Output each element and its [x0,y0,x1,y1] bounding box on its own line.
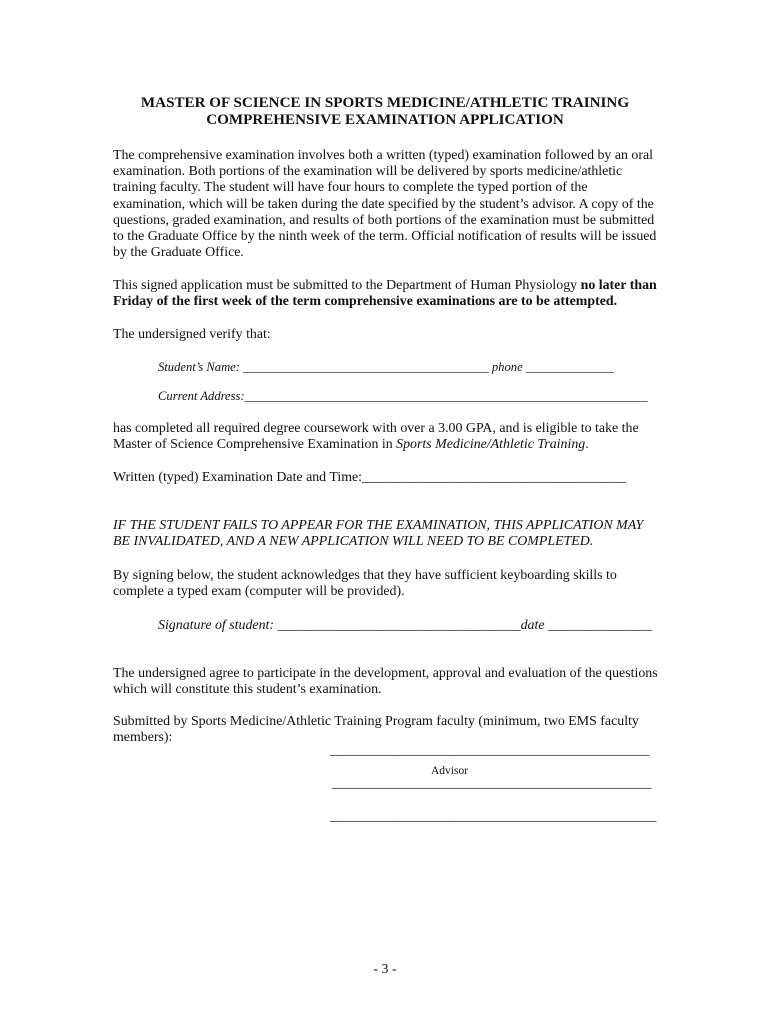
faculty-agreement-paragraph [113,666,658,698]
deadline-emphasis-start: no later than [580,278,657,293]
overview-line-2: examination. Both portions of the examination will be delivered by sports medicine/athletic [113,164,623,180]
eligibility-line-2 [113,437,639,453]
student-name-field[interactable]: _______________________________________ [243,360,489,374]
deadline-line-1 [113,278,657,294]
overview-line-5: questions, graded examination, and results of both portions of the examination must be submitted [113,212,655,228]
faculty-agreement-line-2: which will constitute this student’s examination. [113,682,382,698]
advisor-caption: Advisor [431,765,469,777]
warning-paragraph [113,518,643,550]
submitted-by-paragraph [113,714,639,746]
eligibility-line-1: has completed all required degree coursework with over a 3.00 GPA, and is eligible to take the [113,421,639,436]
address-row [158,388,648,404]
student-name-label: Student’s Name: [158,360,240,374]
overview-line-7: by the Graduate Office. [113,245,244,261]
student-signature-row [158,618,652,634]
deadline-text: This signed application must be submitted to the Department of Human Physiology [113,278,578,293]
verification-intro [113,327,271,343]
overview-line-1: The comprehensive examination involves both a written (typed) examination followed by an oral [113,148,654,163]
student-signature-label: Signature of student: [158,618,275,633]
signature-date-field[interactable]: _______________ [548,618,653,633]
faculty-signature-field-2[interactable]: ______________________________________________ [332,776,652,791]
advisor-signature-field[interactable]: ______________________________________________ [330,743,650,758]
exam-date-row [113,470,626,486]
title-line-2: COMPREHENSIVE EXAMINATION APPLICATION [206,112,564,128]
verification-intro-text: The undersigned verify that: [113,327,271,342]
program-name: Sports Medicine/Athletic Training [396,437,586,453]
exam-date-field[interactable]: ______________________________________ [362,470,626,485]
overview-line-4: examination, which will be taken during the date specified by the student’s advisor. A copy of the [113,196,654,212]
document-title [0,95,770,129]
overview-line-3: training faculty. The student will have four hours to complete the typed portion of the [113,180,588,196]
phone-field[interactable]: ______________ [525,360,614,374]
faculty-agreement-line-1: The undersigned agree to participate in the development, approval and evaluation of the questions [113,666,658,681]
address-field[interactable]: ________________________________________________________________ [244,389,648,403]
overview-line-6: to the Graduate Office by the ninth week of the term. Official notification of results will be issued [113,229,657,245]
eligibility-text: Master of Science Comprehensive Examination in [113,437,393,453]
exam-date-label: Written (typed) Examination Date and Time: [113,470,363,485]
address-label: Current Address: [158,389,245,403]
acknowledgement-line-1: By signing below, the student acknowledges that they have sufficient keyboarding skills to [113,568,617,583]
student-signature-field[interactable]: ___________________________________ [277,618,521,633]
warning-line-2: BE INVALIDATED, AND A NEW APPLICATION WILL NEED TO BE COMPLETED. [113,534,594,550]
title-line-1: MASTER OF SCIENCE IN SPORTS MEDICINE/ATHLETIC TRAINING [140,95,630,111]
page-number: - 3 - [373,962,397,977]
deadline-paragraph [113,278,657,310]
warning-line-1: IF THE STUDENT FAILS TO APPEAR FOR THE EXAMINATION, THIS APPLICATION MAY [113,518,644,533]
signature-date-label: date [520,618,545,633]
faculty-signature-field-3[interactable]: _______________________________________________ [330,809,657,824]
student-name-row [158,359,614,375]
phone-label: phone [491,360,523,374]
acknowledgement-paragraph [113,568,617,600]
overview-paragraph [113,148,656,261]
eligibility-paragraph [113,421,639,453]
eligibility-period: . [585,437,589,453]
submitted-by-line-1: Submitted by Sports Medicine/Athletic Training Program faculty (minimum, two EMS faculty [113,714,639,729]
submitted-by-line-2: members): [113,730,173,746]
acknowledgement-line-2: complete a typed exam (computer will be provided). [113,584,405,600]
deadline-emphasis-end: Friday of the first week of the term comprehensive examinations are to be attempted. [113,294,618,310]
